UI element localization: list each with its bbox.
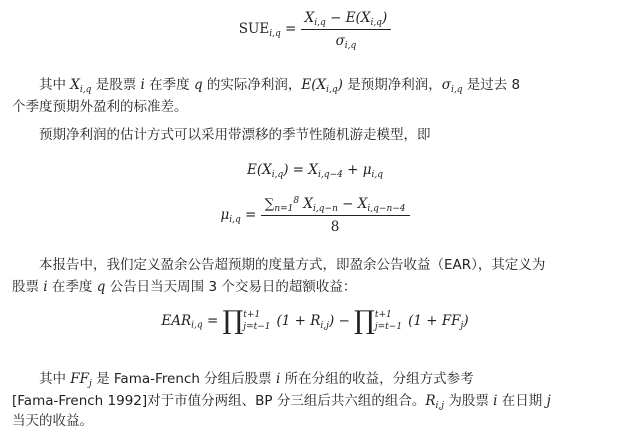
sue-denominator: $\sigma_{i,q}$: [335, 33, 357, 51]
sue-fraction: [301, 10, 392, 49]
paragraph-model-intro: 预期净利润的估计方式可以采用带漂移的季节性随机游走模型，即: [39, 127, 431, 143]
paragraph-ff-definition-line3: 当天的收益。: [12, 413, 93, 429]
product-term-1: $(1 + R_{i,j})$: [276, 313, 335, 331]
equation-ear: $EAR_{i,q}$ = ∏t+1 j=t−1 $(1 + R_{i,j})$ − ∏t+1 j=t−1 $(1 + FF_j)$: [161, 306, 469, 336]
equation-drift: $\mu_{i,q}$ = $\frac{\sum_{n=1}^8 X_{i,q-n} - X_{i,q-n-4}}{8}$: [0, 196, 630, 235]
equation-sue: $SUE_{i,q}$ = $\frac{X_{i,q} - E(X_{i,q})}{\sigma_{i,q}}$: [0, 10, 630, 49]
product-operator-1: ∏: [222, 306, 244, 336]
sue-numerator: $X_{i,q} - E(X_{i,q})$: [301, 10, 392, 30]
sue-symbol: SUE: [238, 21, 270, 37]
equation-expected-earnings: $E(X_{i,q}) = X_{i,q-4} + \mu_{i,q}$: [246, 162, 384, 180]
paragraph-sue-definition-line2: 个季度预期外盈利的标准差。: [12, 99, 188, 115]
paragraph-ear-intro-line2: 股票 i 在季度 q 公告日当天周围 3 个交易日的超额收益：: [12, 279, 357, 295]
paragraph-ff-definition-line2: [Fama-French 1992]对于市值分两组、BP 分三组后共六组的组合。$R_{i,j}$ 为股票 i 在日期 j: [12, 393, 551, 411]
paragraph-ear-intro: 本报告中，我们定义盈余公告超预期的度量方式，即盈余公告收益（EAR），其定义为: [39, 257, 546, 273]
drift-numerator: $\sum_{n=1}^8$ $X_{i,q-n} - X_{i,q-n-4}$: [261, 196, 410, 216]
product-operator-2: ∏: [354, 306, 375, 336]
paragraph-ff-definition: 其中 $FF_j$ 是 Fama-French 分组后股票 i 所在分组的收益，分组方式参考: [39, 371, 474, 389]
product-limits-2: t+1 j=t−1: [374, 310, 403, 332]
product-limits-1: t+1 j=t−1: [243, 310, 271, 332]
drift-denominator: 8: [330, 219, 340, 235]
product-term-2: $(1 + FF_j)$: [408, 313, 469, 331]
drift-fraction: [261, 196, 410, 235]
paragraph-sue-definition: 其中 $X_{i,q}$ 是股票 i 在季度 q 的实际净利润，$E(X_{i,q})$ 是预期净利润，$\sigma_{i,q}$ 是过去 8: [39, 77, 521, 95]
